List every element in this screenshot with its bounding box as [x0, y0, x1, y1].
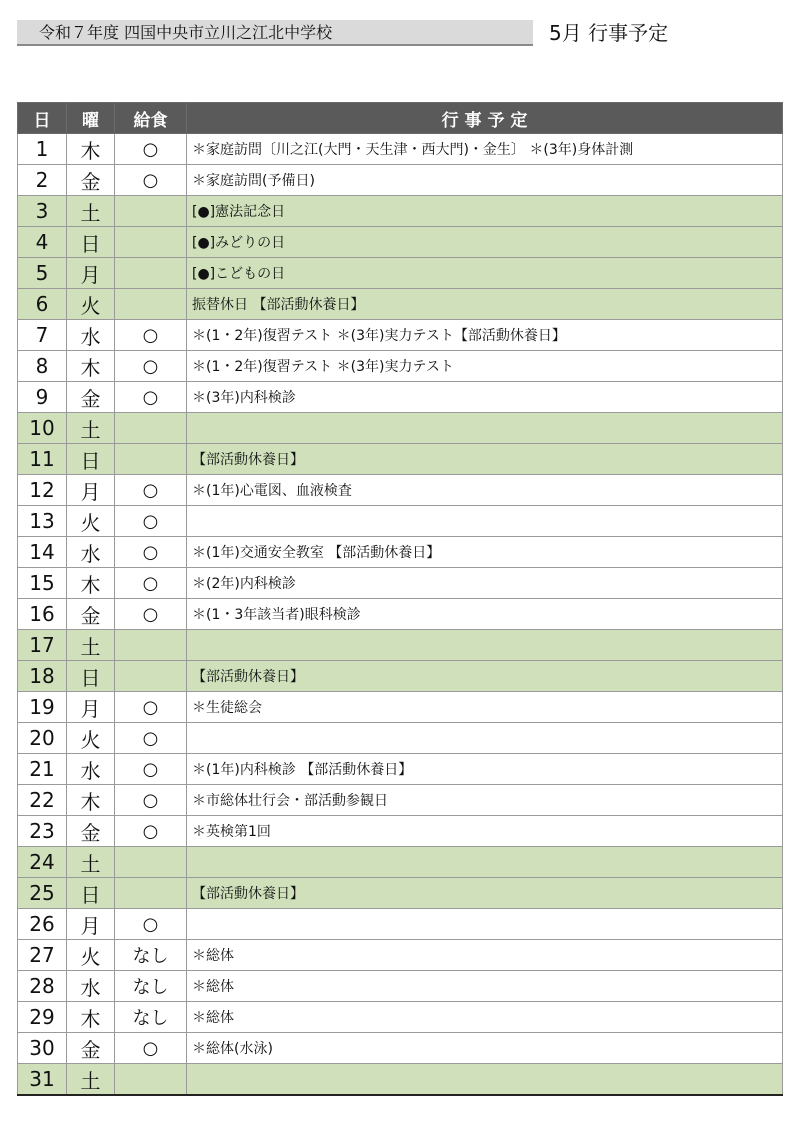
lunch-cell: ○	[115, 723, 187, 754]
table-row	[18, 940, 783, 971]
table-row	[18, 878, 783, 909]
lunch-cell: ○	[115, 134, 187, 165]
events-cell: ＊(1年)内科検診 【部活動休養日】	[187, 754, 783, 785]
school-name-bar	[17, 20, 533, 46]
day-cell: 18	[18, 661, 67, 692]
day-cell: 19	[18, 692, 67, 723]
lunch-cell: ○	[115, 568, 187, 599]
day-cell: 7	[18, 320, 67, 351]
column-header-events: 行 事 予 定	[187, 103, 783, 134]
day-cell: 2	[18, 165, 67, 196]
day-cell: 1	[18, 134, 67, 165]
events-cell	[187, 723, 783, 754]
events-cell	[187, 413, 783, 444]
weekday-cell: 木	[67, 351, 115, 382]
weekday-cell: 木	[67, 785, 115, 816]
lunch-cell	[115, 847, 187, 878]
table-row	[18, 1002, 783, 1033]
lunch-cell	[115, 196, 187, 227]
weekday-cell: 木	[67, 1002, 115, 1033]
table-row	[18, 196, 783, 227]
lunch-cell: ○	[115, 785, 187, 816]
lunch-cell: ○	[115, 816, 187, 847]
table-row	[18, 1033, 783, 1064]
lunch-cell	[115, 661, 187, 692]
lunch-cell: ○	[115, 320, 187, 351]
weekday-cell: 水	[67, 537, 115, 568]
events-cell: ＊家庭訪問(予備日)	[187, 165, 783, 196]
table-row	[18, 165, 783, 196]
table-row	[18, 382, 783, 413]
lunch-cell: ○	[115, 754, 187, 785]
lunch-cell: ○	[115, 382, 187, 413]
events-cell: ＊(1・2年)復習テスト ＊(3年)実力テスト【部活動休養日】	[187, 320, 783, 351]
lunch-cell	[115, 1064, 187, 1096]
day-cell: 31	[18, 1064, 67, 1096]
table-row	[18, 971, 783, 1002]
table-row	[18, 289, 783, 320]
weekday-cell: 月	[67, 909, 115, 940]
weekday-cell: 水	[67, 754, 115, 785]
lunch-cell: ○	[115, 537, 187, 568]
table-row	[18, 909, 783, 940]
lunch-cell: なし	[115, 971, 187, 1002]
events-cell: 【部活動休養日】	[187, 878, 783, 909]
weekday-cell: 木	[67, 568, 115, 599]
lunch-cell: ○	[115, 165, 187, 196]
table-row	[18, 320, 783, 351]
day-cell: 8	[18, 351, 67, 382]
weekday-cell: 月	[67, 692, 115, 723]
lunch-cell: なし	[115, 1002, 187, 1033]
weekday-cell: 木	[67, 134, 115, 165]
lunch-cell: ○	[115, 475, 187, 506]
lunch-cell: ○	[115, 909, 187, 940]
day-cell: 26	[18, 909, 67, 940]
day-cell: 6	[18, 289, 67, 320]
lunch-cell	[115, 444, 187, 475]
events-cell: ＊総体	[187, 971, 783, 1002]
table-row	[18, 568, 783, 599]
events-cell: 【部活動休養日】	[187, 444, 783, 475]
day-cell: 16	[18, 599, 67, 630]
day-cell: 24	[18, 847, 67, 878]
lunch-cell: ○	[115, 599, 187, 630]
events-cell: 【部活動休養日】	[187, 661, 783, 692]
weekday-cell: 金	[67, 165, 115, 196]
lunch-cell	[115, 413, 187, 444]
weekday-cell: 金	[67, 382, 115, 413]
day-cell: 20	[18, 723, 67, 754]
table-row	[18, 506, 783, 537]
events-cell: ＊(1・3年該当者)眼科検診	[187, 599, 783, 630]
day-cell: 12	[18, 475, 67, 506]
day-cell: 5	[18, 258, 67, 289]
table-row	[18, 475, 783, 506]
day-cell: 21	[18, 754, 67, 785]
column-header-weekday: 曜	[67, 103, 115, 134]
weekday-cell: 水	[67, 971, 115, 1002]
events-cell: ＊総体(水泳)	[187, 1033, 783, 1064]
events-cell: ＊(2年)内科検診	[187, 568, 783, 599]
table-row	[18, 723, 783, 754]
table-row	[18, 1064, 783, 1096]
events-cell	[187, 847, 783, 878]
table-row	[18, 661, 783, 692]
lunch-cell: ○	[115, 506, 187, 537]
day-cell: 10	[18, 413, 67, 444]
lunch-cell	[115, 289, 187, 320]
lunch-cell	[115, 258, 187, 289]
events-cell: [●]憲法記念日	[187, 196, 783, 227]
weekday-cell: 金	[67, 816, 115, 847]
weekday-cell: 日	[67, 661, 115, 692]
weekday-cell: 火	[67, 940, 115, 971]
weekday-cell: 日	[67, 444, 115, 475]
day-cell: 25	[18, 878, 67, 909]
table-row	[18, 692, 783, 723]
table-row	[18, 537, 783, 568]
events-cell: ＊市総体壮行会・部活動参観日	[187, 785, 783, 816]
table-row	[18, 785, 783, 816]
table-row	[18, 413, 783, 444]
day-cell: 9	[18, 382, 67, 413]
weekday-cell: 金	[67, 1033, 115, 1064]
events-cell: [●]みどりの日	[187, 227, 783, 258]
weekday-cell: 土	[67, 1064, 115, 1096]
day-cell: 29	[18, 1002, 67, 1033]
schedule-table	[17, 102, 783, 1096]
day-cell: 14	[18, 537, 67, 568]
events-cell	[187, 909, 783, 940]
weekday-cell: 月	[67, 475, 115, 506]
weekday-cell: 土	[67, 847, 115, 878]
day-cell: 3	[18, 196, 67, 227]
events-cell: ＊総体	[187, 940, 783, 971]
events-cell: [●]こどもの日	[187, 258, 783, 289]
weekday-cell: 金	[67, 599, 115, 630]
table-row	[18, 227, 783, 258]
table-row	[18, 258, 783, 289]
weekday-cell: 土	[67, 630, 115, 661]
lunch-cell: ○	[115, 1033, 187, 1064]
day-cell: 13	[18, 506, 67, 537]
day-cell: 17	[18, 630, 67, 661]
events-cell: ＊総体	[187, 1002, 783, 1033]
table-row	[18, 444, 783, 475]
lunch-cell: ○	[115, 692, 187, 723]
lunch-cell	[115, 630, 187, 661]
weekday-cell: 火	[67, 723, 115, 754]
lunch-cell: なし	[115, 940, 187, 971]
weekday-cell: 日	[67, 227, 115, 258]
events-cell: ＊家庭訪問〔川之江(大門・天生津・西大門)・金生〕 ＊(3年)身体計測	[187, 134, 783, 165]
events-cell: 振替休日 【部活動休養日】	[187, 289, 783, 320]
table-header-row	[18, 103, 783, 134]
events-cell: ＊(1年)心電図、血液検査	[187, 475, 783, 506]
school-name: 令和７年度 四国中央市立川之江北中学校	[39, 23, 333, 42]
day-cell: 23	[18, 816, 67, 847]
weekday-cell: 火	[67, 506, 115, 537]
day-cell: 30	[18, 1033, 67, 1064]
events-cell: ＊(1・2年)復習テスト ＊(3年)実力テスト	[187, 351, 783, 382]
page-title: 5月 行事予定	[549, 21, 669, 45]
table-row	[18, 847, 783, 878]
weekday-cell: 火	[67, 289, 115, 320]
table-row	[18, 351, 783, 382]
lunch-cell	[115, 878, 187, 909]
day-cell: 22	[18, 785, 67, 816]
events-cell	[187, 506, 783, 537]
lunch-cell	[115, 227, 187, 258]
weekday-cell: 日	[67, 878, 115, 909]
lunch-cell: ○	[115, 351, 187, 382]
table-row	[18, 134, 783, 165]
weekday-cell: 土	[67, 196, 115, 227]
column-header-day: 日	[18, 103, 67, 134]
column-header-lunch: 給食	[115, 103, 187, 134]
day-cell: 28	[18, 971, 67, 1002]
events-cell: ＊(3年)内科検診	[187, 382, 783, 413]
weekday-cell: 土	[67, 413, 115, 444]
weekday-cell: 月	[67, 258, 115, 289]
table-row	[18, 754, 783, 785]
events-cell: ＊(1年)交通安全教室 【部活動休養日】	[187, 537, 783, 568]
day-cell: 15	[18, 568, 67, 599]
events-cell: ＊英検第1回	[187, 816, 783, 847]
table-row	[18, 599, 783, 630]
events-cell: ＊生徒総会	[187, 692, 783, 723]
table-row	[18, 630, 783, 661]
day-cell: 27	[18, 940, 67, 971]
events-cell	[187, 1064, 783, 1096]
day-cell: 11	[18, 444, 67, 475]
schedule-body	[18, 134, 783, 1096]
events-cell	[187, 630, 783, 661]
table-row	[18, 816, 783, 847]
day-cell: 4	[18, 227, 67, 258]
weekday-cell: 水	[67, 320, 115, 351]
